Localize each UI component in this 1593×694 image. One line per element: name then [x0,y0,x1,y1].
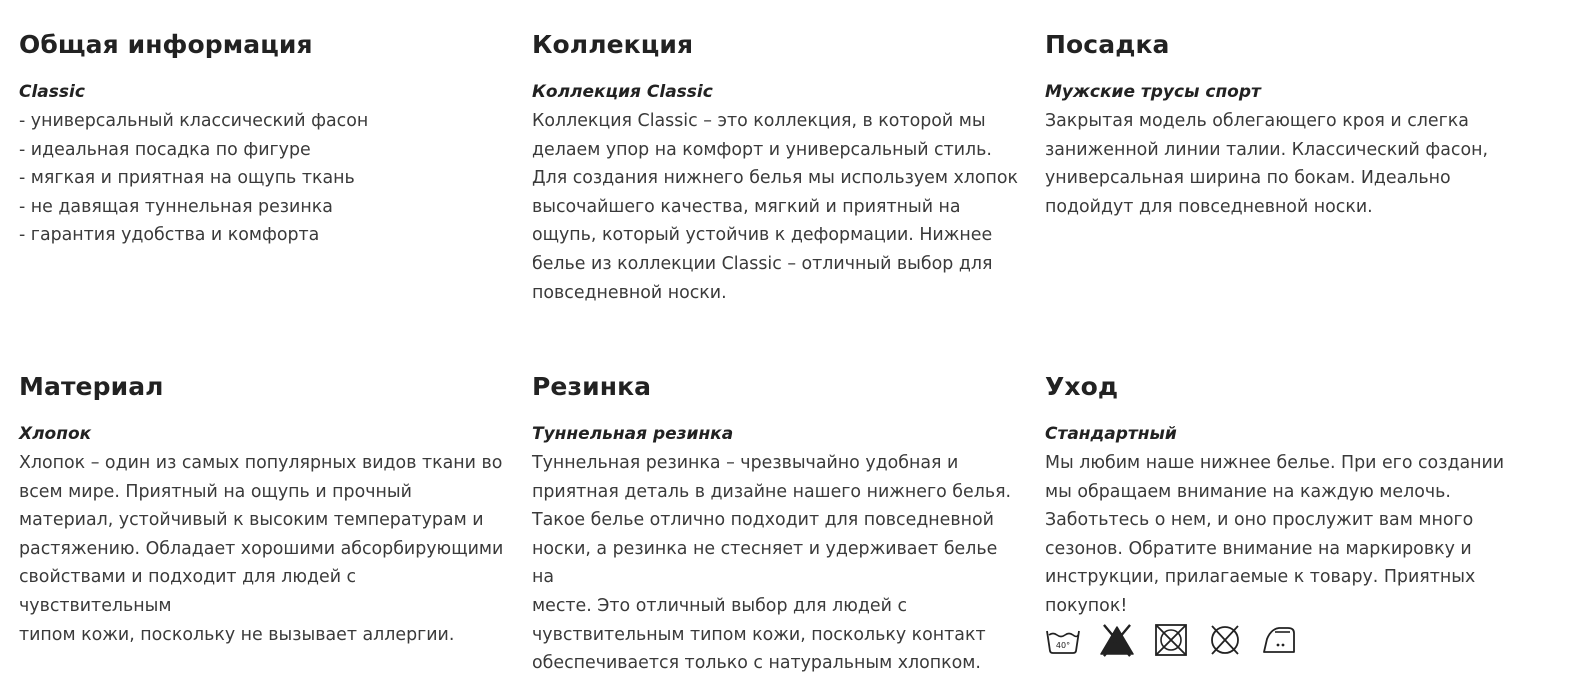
text-line: Такое белье отлично подходит для повседневной [532,510,994,531]
text-line: всем мире. Приятный на ощупь и прочный [19,481,412,502]
text-line: подойдут для повседневной носки. [1045,196,1373,217]
text-line: растяжению. Обладает хорошими абсорбирующими [19,538,504,559]
fit-title: Посадка [1045,30,1170,59]
text-line: приятная деталь в дизайне нашего нижнего белья. [532,481,1012,502]
general-info-subtitle: Classic [19,82,85,102]
care-icons-row [1045,623,1535,657]
no-dry-clean-icon [1207,623,1243,657]
text-line: белье из коллекции Classic – отличный выбор для [532,253,993,274]
text-line: материал, устойчивый к высоким температурам и [19,510,484,531]
text-line: типом кожи, поскольку не вызывает аллергии. [19,624,455,645]
text-line: чувствительным типом кожи, поскольку контакт [532,624,986,645]
bullet-item: - идеальная посадка по фигуре [19,139,311,160]
text-line: ощупь, который устойчив к деформации. Нижнее [532,225,993,246]
text-line: мы обращаем внимание на каждую мелочь. [1045,481,1451,502]
general-info-section [19,28,509,250]
fit-description [1045,107,1535,221]
fit-subtitle: Мужские трусы спорт [1045,82,1261,102]
no-tumble-dry-icon [1153,623,1189,657]
no-bleach-icon [1099,623,1135,657]
waistband-section [532,370,1022,678]
text-line: делаем упор на комфорт и универсальный стиль. [532,139,992,160]
collection-subtitle: Коллекция Classic [532,82,713,102]
wash-temperature-label: 40° [1055,640,1071,650]
waistband-description [532,449,1022,678]
collection-description [532,107,1022,307]
material-subtitle: Хлопок [19,424,92,444]
text-line: месте. Это отличный выбор для людей с [532,595,908,616]
material-title: Материал [19,372,164,401]
text-line: Заботьтесь о нем, и оно прослужит вам много [1045,510,1474,531]
bullet-item: - не давящая туннельная резинка [19,196,333,217]
care-title: Уход [1045,372,1119,401]
text-line: инструкции, прилагаемые к товару. Приятных [1045,567,1476,588]
text-line: универсальная ширина по бокам. Идеально [1045,168,1451,189]
bullet-item: - гарантия удобства и комфорта [19,225,320,246]
text-line: носки, а резинка не стесняет и удерживает белье на [532,538,998,588]
material-description [19,449,509,649]
text-line: Туннельная резинка – чрезвычайно удобная и [532,453,959,473]
text-line: Коллекция Classic – это коллекция, в которой мы [532,111,986,131]
text-line: Хлопок – один из самых популярных видов ткани во [19,453,503,473]
collection-title: Коллекция [532,30,694,59]
text-line: Мы любим наше нижнее белье. При его создании [1045,453,1505,473]
care-subtitle: Стандартный [1045,424,1177,444]
text-line: обеспечивается только с натуральным хлопком. [532,653,981,674]
waistband-title: Резинка [532,372,652,401]
general-info-title: Общая информация [19,30,313,59]
wash-40-icon [1045,623,1081,657]
text-line: свойствами и подходит для людей с чувствительным [19,567,357,616]
care-description [1045,449,1535,621]
waistband-subtitle: Туннельная резинка [532,424,734,444]
care-section [1045,370,1535,657]
text-line: сезонов. Обратите внимание на маркировку и [1045,538,1472,559]
bullet-item: - мягкая и приятная на ощупь ткань [19,168,355,189]
text-line: высочайшего качества, мягкий и приятный на [532,196,961,217]
collection-section [532,28,1022,307]
material-section [19,370,509,649]
text-line: заниженной линии талии. Классический фасон, [1045,139,1488,160]
iron-low-icon [1261,623,1297,657]
fit-section [1045,28,1535,221]
text-line: Для создания нижнего белья мы используем хлопок [532,168,1019,189]
text-line: покупок! [1045,595,1128,616]
bullet-item: - универсальный классический фасон [19,111,369,131]
general-info-bullets [19,107,509,250]
text-line: Закрытая модель облегающего кроя и слегка [1045,111,1469,131]
text-line: повседневной носки. [532,282,727,303]
